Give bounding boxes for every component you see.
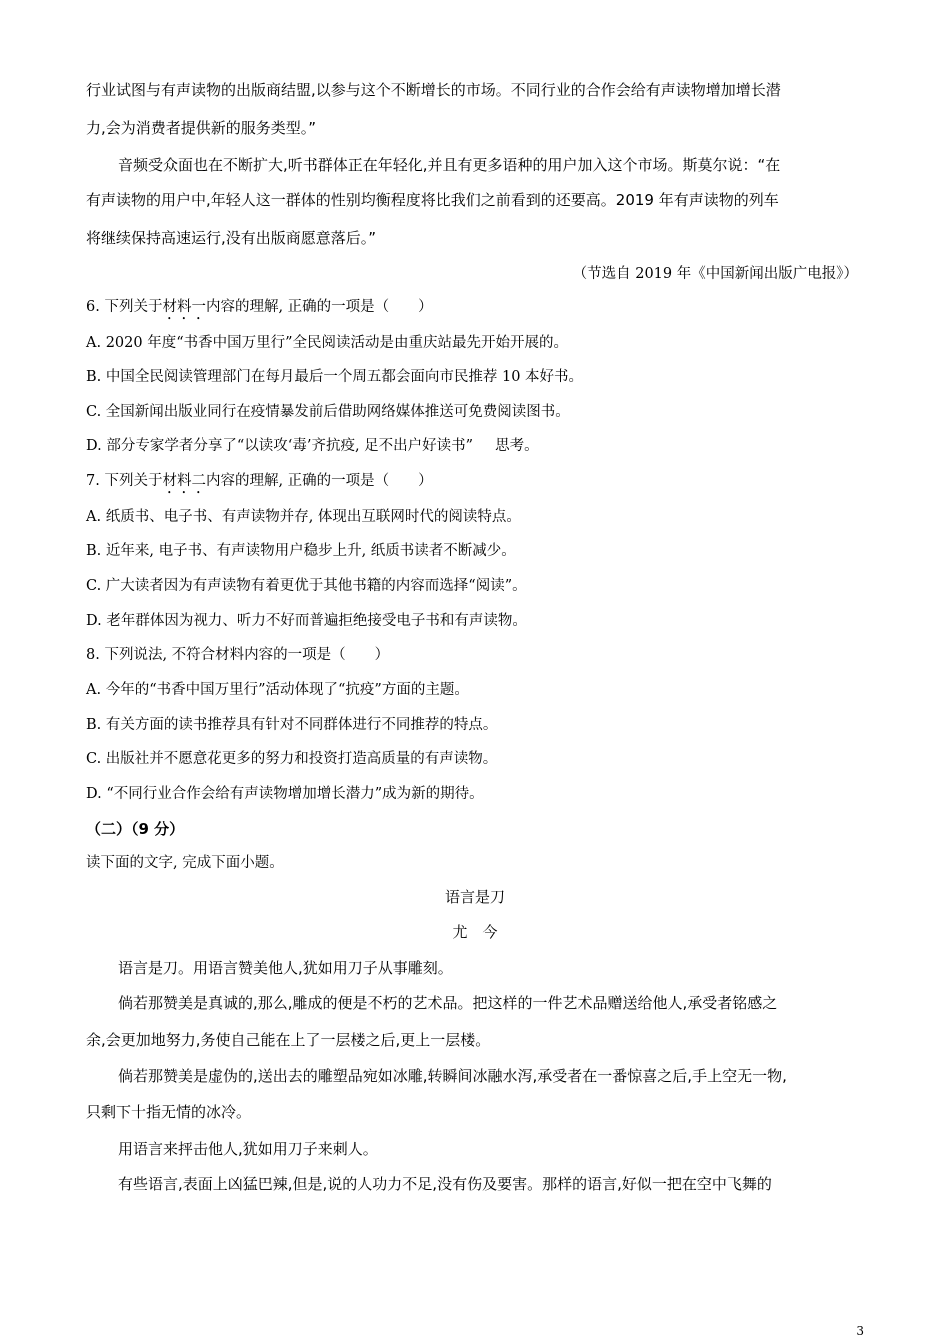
- option-a: A. 纸质书、电子书、有声读物并存, 体现出互联网时代的阅读特点。: [86, 509, 521, 525]
- option-c: C. 出版社并不愿意花更多的努力和投资打造高质量的有声读物。: [86, 751, 498, 767]
- option-d-text: D. 部分专家学者分享了“以读攻‘毒’齐抗疫, 足不出户好读书”: [86, 438, 474, 454]
- article-paragraph: 只剩下十指无情的冰冷。: [86, 1103, 252, 1121]
- passage-line: 力,会为消费者提供新的服务类型。”: [86, 119, 317, 137]
- option-d: [86, 436, 539, 456]
- option-a: A. 2020 年度“书香中国万里行”全民阅读活动是由重庆站最先开始开展的。: [86, 335, 569, 351]
- option-b: B. 有关方面的读书推荐具有针对不同群体进行不同推荐的特点。: [86, 717, 498, 733]
- option-d-tail: 思考。: [495, 438, 539, 454]
- instruction: 读下面的文字, 完成下面小题。: [86, 855, 284, 871]
- article-paragraph: 语言是刀。用语言赞美他人,犹如用刀子从事雕刻。: [118, 959, 453, 977]
- section-heading: （二）（9 分）: [86, 820, 185, 838]
- passage-line: 行业试图与有声读物的出版商结盟,以参与这个不断增长的市场。不同行业的合作会给有声读物增加增长潜: [86, 81, 781, 99]
- stem-suffix: 内容的理解, 正确的一项是（ ）: [205, 473, 433, 489]
- option-b: B. 中国全民阅读管理部门在每月最后一个周五都会面向市民推荐 10 本好书。: [86, 369, 584, 385]
- question-8-stem: 8. 下列说法, 不符合材料内容的一项是（ ）: [86, 647, 390, 663]
- option-d: D. “不同行业合作会给有声读物增加增长潜力”成为新的期待。: [86, 786, 484, 802]
- source-citation: （节选自 2019 年《中国新闻出版广电报》）: [572, 266, 858, 282]
- passage-line: 音频受众面也在不断扩大,听书群体正在年轻化,并且有更多语种的用户加入这个市场。斯莫尔说：“在: [118, 156, 781, 174]
- option-a: A. 今年的“书香中国万里行”活动体现了“抗疫”方面的主题。: [86, 682, 469, 698]
- article-paragraph: 余,会更加地努力,务使自己能在上了一层楼之后,更上一层楼。: [86, 1031, 491, 1049]
- article-paragraph: 倘若那赞美是虚伪的,送出去的雕塑品宛如冰雕,转瞬间冰融水泻,承受者在一番惊喜之后,手上空无一物,: [118, 1067, 787, 1085]
- article-author: 尤 今: [452, 923, 498, 941]
- page-number: 3: [856, 1324, 864, 1338]
- option-d: D. 老年群体因为视力、听力不好而普遍拒绝接受电子书和有声读物。: [86, 613, 527, 629]
- article-paragraph: 倘若那赞美是真诚的,那么,雕成的便是不朽的艺术品。把这样的一件艺术品赠送给他人,承受者铭感之: [118, 994, 778, 1012]
- stem-prefix: 7. 下列关于: [86, 473, 163, 489]
- passage-line: 有声读物的用户中,年轻人这一群体的性别均衡程度将比我们之前看到的还要高。2019 年有声读物的列车: [86, 191, 779, 209]
- option-c: C. 广大读者因为有声读物有着更优于其他书籍的内容而选择“阅读”。: [86, 578, 527, 594]
- passage-line: 将继续保持高速运行,没有出版商愿意落后。”: [86, 229, 377, 247]
- stem-prefix: 6. 下列关于: [86, 299, 163, 315]
- emphasis-material-one: 材料一: [162, 299, 206, 315]
- article-title: 语言是刀: [444, 888, 505, 906]
- question-7-stem: [86, 471, 433, 497]
- question-6-stem: [86, 297, 433, 323]
- option-b: B. 近年来, 电子书、有声读物用户稳步上升, 纸质书读者不断减少。: [86, 543, 516, 559]
- article-paragraph: 有些语言,表面上凶猛巴辣,但是,说的人功力不足,没有伤及要害。那样的语言,好似一把在空中飞舞的: [118, 1175, 772, 1193]
- option-c: C. 全国新闻出版业同行在疫情暴发前后借助网络媒体推送可免费阅读图书。: [86, 404, 570, 420]
- stem-suffix: 内容的理解, 正确的一项是（ ）: [205, 299, 433, 315]
- emphasis-material-two: 材料二: [162, 473, 206, 489]
- article-paragraph: 用语言来抨击他人,犹如用刀子来刺人。: [118, 1140, 378, 1158]
